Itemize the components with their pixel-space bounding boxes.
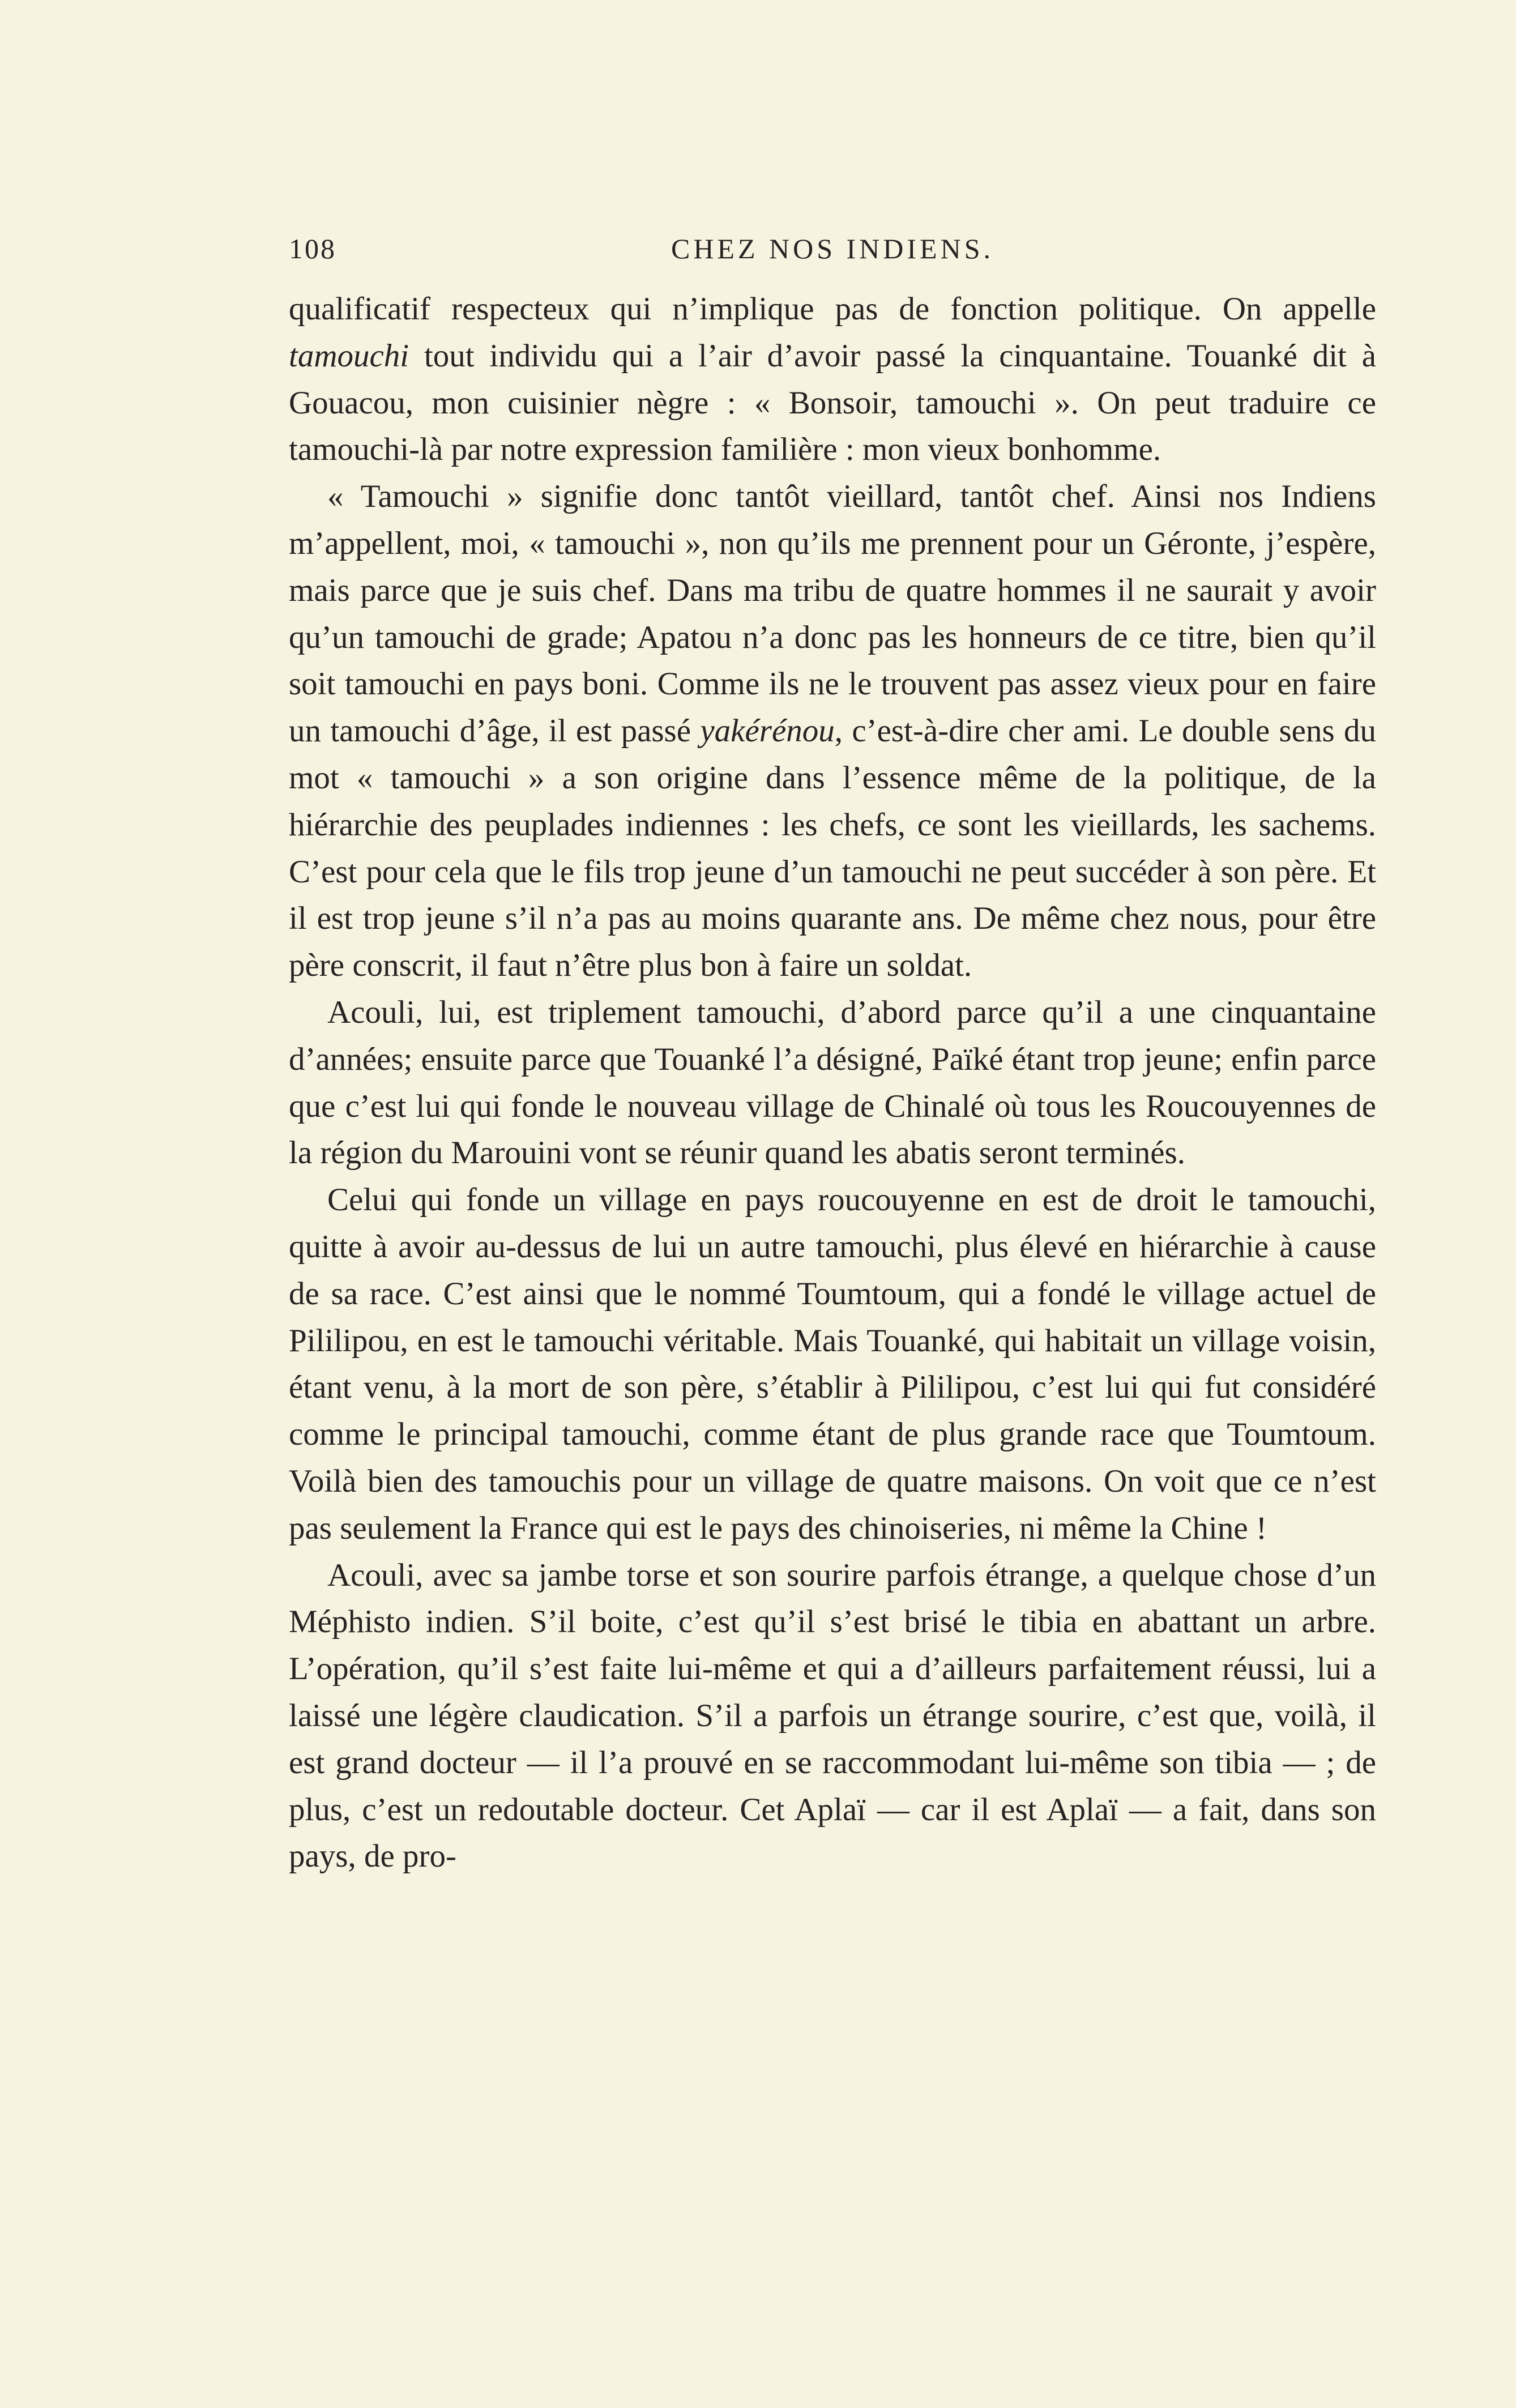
- text-segment: tout individu qui a l’air d’avoir passé la cinquantaine. Touanké dit à Gouacou, mon cuisinier nègre : « Bonsoir, tamouchi ». On peut traduire ce tamouchi-là par notre expression familière : mon vieux bonhomme.: [289, 338, 1376, 468]
- text-segment: Acouli, lui, est triplement tamouchi, d’abord parce qu’il a une cinquantaine d’années; ensuite parce que Touanké l’a désigné, Païké étant trop jeune; enfin parce que c’est lui qui fonde le nouveau village de Chinalé où tous les Roucouyennes de la région du Marouini vont se réunir quand les abatis seront terminés.: [289, 994, 1376, 1171]
- text-segment: , c’est-à-dire cher ami. Le double sens du mot « tamouchi » a son origine dans l’essence même de la politique, de la hiérarchie des peuplades indiennes : les chefs, ce sont les vieillards, les sachems. C’est pour cela que le fils trop jeune d’un tamouchi ne peut succéder à son père. Et il est trop jeune s’il n’a pas au moins quarante ans. De même chez nous, pour être père conscrit, il faut n’être plus bon à faire un soldat.: [289, 713, 1376, 984]
- italic-term-tamouchi: tamouchi: [289, 338, 409, 374]
- paragraph-2: [289, 473, 1376, 989]
- running-title: CHEZ NOS INDIENS.: [671, 233, 994, 264]
- text-segment: Acouli, avec sa jambe torse et son sourire parfois étrange, a quelque chose d’un Méphisto indien. S’il boite, c’est qu’il s’est brisé le tibia en abattant un arbre. L’opération, qu’il s’est faite lui-même et qui a d’ailleurs parfaitement réussi, lui a laissé une légère claudication. S’il a parfois un étrange sourire, c’est que, voilà, il est grand docteur — il l’a prouvé en se raccommodant lui-même son tibia — ; de plus, c’est un redoutable docteur. Cet Aplaï — car il est Aplaï — a fait, dans son pays, de pro-: [289, 1557, 1376, 1875]
- text-body: [289, 286, 1376, 1880]
- italic-term-yakerenou: yakérénou: [700, 713, 835, 749]
- paragraph-4: [289, 1177, 1376, 1552]
- paragraph-1: [289, 286, 1376, 473]
- paragraph-3: [289, 989, 1376, 1177]
- text-segment: qualificatif respecteux qui n’implique pas de fonction politique. On appelle: [289, 291, 1376, 327]
- page-number: 108: [289, 233, 336, 264]
- text-segment: « Tamouchi » signifie donc tantôt vieillard, tantôt chef. Ainsi nos Indiens m’appellent, moi, « tamouchi », non qu’ils me prennent pour un Géronte, j’espère, mais parce que je suis chef. Dans ma tribu de quatre hommes il ne saurait y avoir qu’un tamouchi de grade; Apatou n’a donc pas les honneurs de ce titre, bien qu’il soit tamouchi en pays boni. Comme ils ne le trouvent pas assez vieux pour en faire un tamouchi d’âge, il est passé: [289, 479, 1376, 749]
- page-header: [289, 227, 1376, 277]
- text-segment: Celui qui fonde un village en pays roucouyenne en est de droit le tamouchi, quitte à avoir au-dessus de lui un autre tamouchi, plus élevé en hiérarchie à cause de sa race. C’est ainsi que le nommé Toumtoum, qui a fondé le village actuel de Pililipou, en est le tamouchi véritable. Mais Touanké, qui habitait un village voisin, étant venu, à la mort de son père, s’établir à Pililipou, c’est lui qui fut considéré comme le principal tamouchi, comme étant de plus grande race que Toumtoum. Voilà bien des tamouchis pour un village de quatre maisons. On voit que ce n’est pas seulement la France qui est le pays des chinoiseries, ni même la Chine !: [289, 1182, 1376, 1546]
- paragraph-5: [289, 1552, 1376, 1881]
